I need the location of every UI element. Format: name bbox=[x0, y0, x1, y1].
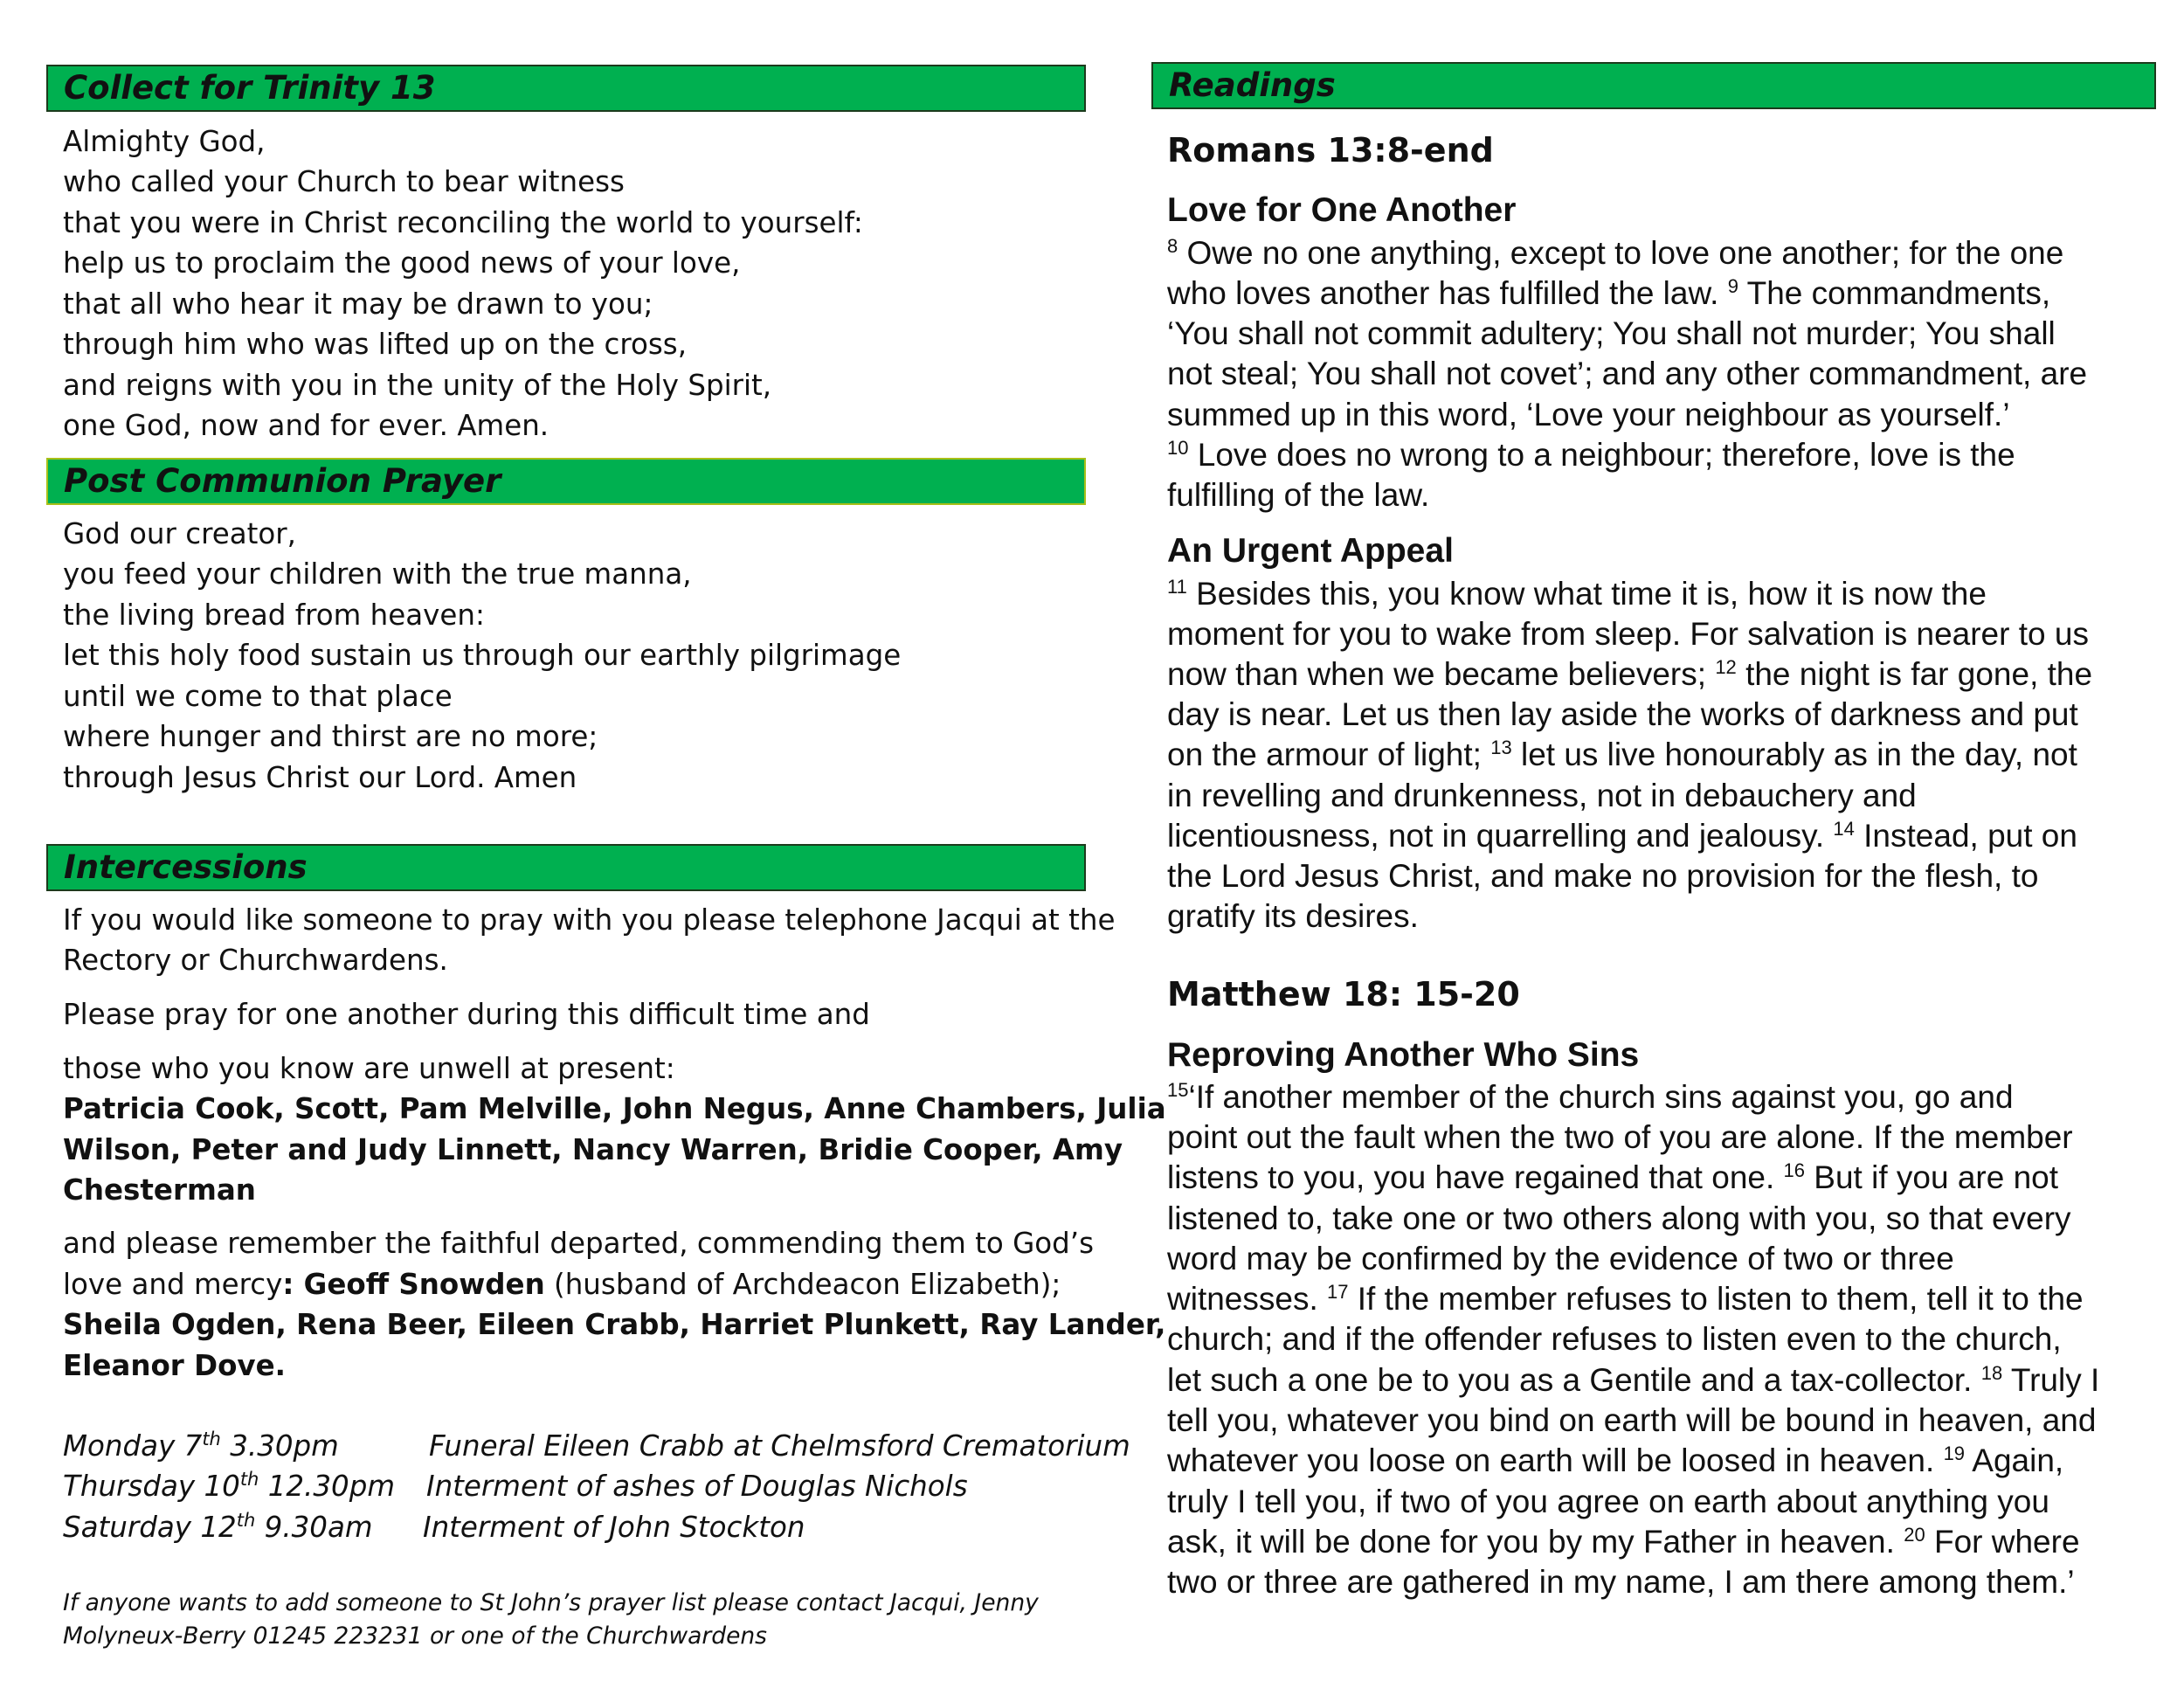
verse-number: 13 bbox=[1490, 737, 1512, 758]
verse-number: 10 bbox=[1167, 437, 1189, 459]
departed-names: Sheila Ogden, Rena Beer, Eileen Crabb, Harriet Plunkett, Ray Lander, bbox=[63, 1308, 1166, 1341]
post-communion-line: God our creator, bbox=[63, 517, 296, 550]
romans-reference: Romans 13:8-end bbox=[1167, 131, 1494, 169]
scripture-line: $^{15}$‘If another member of the church sins against you, go and bbox=[1167, 1079, 2014, 1115]
scripture-line: on the armour of light; $^{13}$ let us live honourably as in the day, not bbox=[1167, 737, 2077, 772]
scripture-line: church; and if the offender refuses to listen even to the church, bbox=[1167, 1321, 2062, 1357]
verse-number: 18 bbox=[1980, 1362, 2003, 1384]
verse-number: 15 bbox=[1167, 1079, 1189, 1101]
collect-line: who called your Church to bear witness bbox=[63, 165, 625, 198]
scripture-line: licentiousness, not in quarrelling and jealousy. $^{14}$ Instead, put on bbox=[1167, 818, 2077, 854]
collect-line: through him who was lifted up on the cross, bbox=[63, 328, 688, 361]
event-row: Monday 7th 3.30pm Funeral Eileen Crabb at Chelmsford Crematorium bbox=[63, 1429, 1130, 1463]
intercessions-heading: Intercessions bbox=[46, 844, 1086, 891]
unwell-line: those who you know are unwell at present: bbox=[63, 1052, 675, 1085]
scripture-line: word may be confirmed by the evidence of two or three bbox=[1167, 1241, 1954, 1276]
scripture-line: point out the fault when the two of you are alone. If the member bbox=[1167, 1119, 2073, 1155]
scripture-line: $^{10}$ Love does no wrong to a neighbour; therefore, love is the bbox=[1167, 437, 2015, 473]
verse-number: 19 bbox=[1943, 1442, 1966, 1464]
event-row: Saturday 12th 9.30am Interment of John Stockton bbox=[63, 1510, 805, 1544]
post-communion-line: through Jesus Christ our Lord. Amen bbox=[63, 761, 577, 794]
post-communion-line: let this holy food sustain us through our earthly pilgrimage bbox=[63, 639, 902, 672]
scripture-line: not steal; You shall not covet’; and any other commandment, are bbox=[1167, 356, 2088, 391]
unwell-names: Patricia Cook, Scott, Pam Melville, John Negus, Anne Chambers, Julia bbox=[63, 1092, 1166, 1125]
scripture-line: witnesses. $^{17}$ If the member refuses to listen to them, tell it to the bbox=[1167, 1281, 2084, 1317]
love-section-title: Love for One Another bbox=[1167, 191, 1517, 229]
scripture-line: ‘You shall not commit adultery; You shall not murder; You shall bbox=[1167, 315, 2056, 351]
scripture-line: listens to you, you have regained that one. $^{16}$ But if you are not bbox=[1167, 1159, 2059, 1195]
post-communion-heading: Post Communion Prayer bbox=[46, 458, 1086, 505]
verse-number: 17 bbox=[1327, 1281, 1349, 1303]
collect-heading: Collect for Trinity 13 bbox=[46, 65, 1086, 112]
post-communion-line: you feed your children with the true manna, bbox=[63, 557, 692, 591]
scripture-line: moment for you to wake from sleep. For salvation is nearer to us bbox=[1167, 616, 2089, 652]
scripture-line: truly I tell you, if two of you agree on earth about anything you bbox=[1167, 1484, 2049, 1519]
scripture-line: the Lord Jesus Christ, and make no provision for the flesh, to bbox=[1167, 858, 2039, 894]
reproving-section-title: Reproving Another Who Sins bbox=[1167, 1036, 1640, 1074]
collect-line: help us to proclaim the good news of your love, bbox=[63, 246, 741, 280]
scripture-line: gratify its desires. bbox=[1167, 898, 1419, 934]
post-communion-line: the living bread from heaven: bbox=[63, 598, 485, 632]
collect-line: one God, now and for ever. Amen. bbox=[63, 409, 549, 442]
pray-line: Please pray for one another during this difficult time and bbox=[63, 998, 870, 1031]
verse-number: 9 bbox=[1727, 275, 1738, 297]
scripture-line: fulfilling of the law. bbox=[1167, 477, 1430, 513]
scripture-line: whatever you loose on earth will be loosed in heaven. $^{19}$ Again, bbox=[1167, 1442, 2064, 1478]
verse-number: 12 bbox=[1715, 656, 1737, 678]
verse-number: 16 bbox=[1783, 1159, 1806, 1181]
scripture-line: listened to, take one or two others along with you, so that every bbox=[1167, 1200, 2071, 1236]
verse-number: 20 bbox=[1904, 1524, 1925, 1546]
departed-names: Eleanor Dove. bbox=[63, 1349, 287, 1382]
verse-number: 11 bbox=[1167, 576, 1187, 598]
scripture-line: summed up in this word, ‘Love your neighbour as yourself.’ bbox=[1167, 397, 2010, 432]
unwell-names: Chesterman bbox=[63, 1173, 256, 1207]
event-row: Thursday 10th 12.30pm Interment of ashes of Douglas Nichols bbox=[63, 1469, 968, 1503]
prayer-list-footer: If anyone wants to add someone to St John’s prayer list please contact Jacqui, Jenny bbox=[63, 1589, 1039, 1616]
scripture-line: who loves another has fulfilled the law. $^9$ The commandments, bbox=[1167, 275, 2051, 311]
scripture-line: now than when we became believers; $^{12}$ the night is far gone, the bbox=[1167, 656, 2093, 692]
collect-line: that you were in Christ reconciling the world to yourself: bbox=[63, 206, 863, 239]
collect-line: that all who hear it may be drawn to you; bbox=[63, 287, 653, 321]
verse-number: 8 bbox=[1167, 235, 1178, 257]
scripture-line: $^8$ Owe no one anything, except to love one another; for the one bbox=[1167, 235, 2064, 271]
scripture-line: two or three are gathered in my name, I am there among them.’ bbox=[1167, 1564, 2075, 1600]
scripture-line: tell you, whatever you bind on earth will be bound in heaven, and bbox=[1167, 1402, 2097, 1438]
departed-line: and please remember the faithful departed, commending them to God’s bbox=[63, 1227, 1095, 1260]
readings-heading: Readings bbox=[1151, 62, 2156, 109]
verse-number: 14 bbox=[1833, 818, 1855, 840]
scripture-line: ask, it will be done for you by my Father in heaven. $^{20}$ For where bbox=[1167, 1524, 2080, 1560]
intercessions-intro: Rectory or Churchwardens. bbox=[63, 944, 448, 977]
departed-line: love and mercy: Geoff Snowden (husband of Archdeacon Elizabeth); bbox=[63, 1268, 1061, 1301]
scripture-line: in revelling and drunkenness, not in debauchery and bbox=[1167, 778, 1917, 813]
post-communion-line: until we come to that place bbox=[63, 680, 453, 713]
collect-line: and reigns with you in the unity of the Holy Spirit, bbox=[63, 369, 772, 402]
scripture-line: day is near. Let us then lay aside the works of darkness and put bbox=[1167, 696, 2078, 732]
intercessions-intro: If you would like someone to pray with you please telephone Jacqui at the bbox=[63, 903, 1116, 937]
matthew-reference: Matthew 18: 15-20 bbox=[1167, 975, 1520, 1013]
prayer-list-footer: Molyneux-Berry 01245 223231 or one of the Churchwardens bbox=[63, 1622, 767, 1650]
scripture-line: let such a one be to you as a Gentile and a tax-collector. $^{18}$ Truly I bbox=[1167, 1362, 2100, 1398]
post-communion-line: where hunger and thirst are no more; bbox=[63, 720, 598, 753]
urgent-appeal-title: An Urgent Appeal bbox=[1167, 532, 1454, 570]
scripture-line: $^{11}$ Besides this, you know what time it is, how it is now the bbox=[1167, 576, 1987, 612]
collect-line: Almighty God, bbox=[63, 125, 266, 158]
unwell-names: Wilson, Peter and Judy Linnett, Nancy Warren, Bridie Cooper, Amy bbox=[63, 1133, 1123, 1166]
